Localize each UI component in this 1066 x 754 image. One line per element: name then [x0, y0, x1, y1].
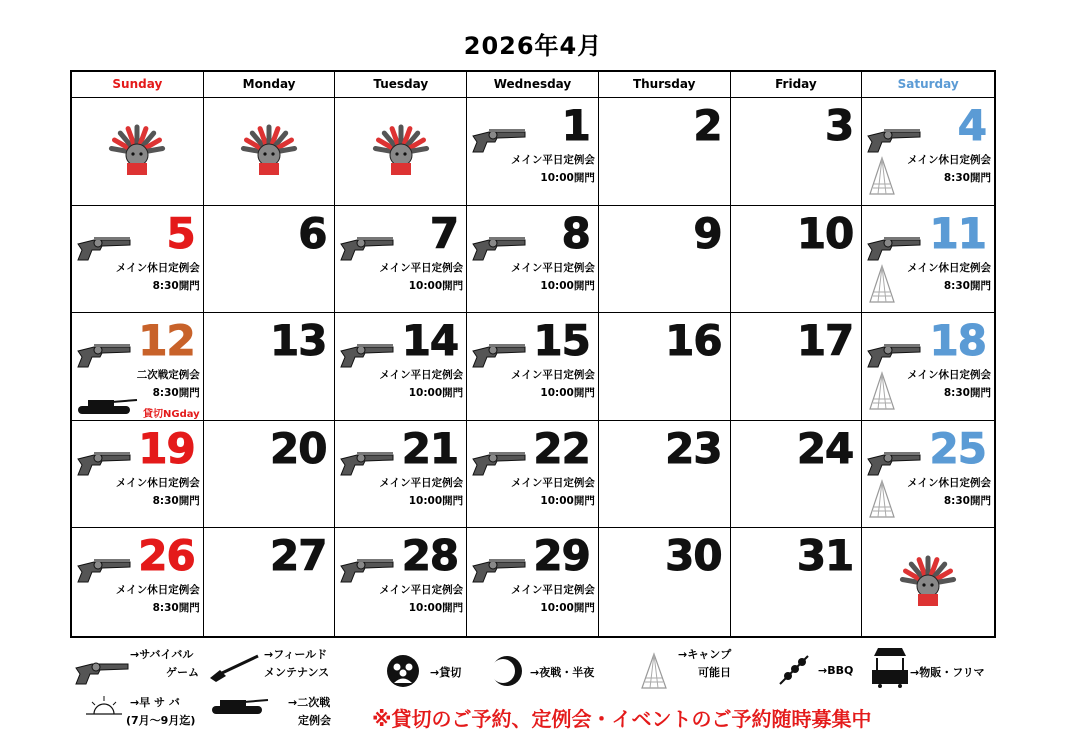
legend-charter: →貸切	[430, 666, 462, 679]
day-cell-2[interactable]	[599, 98, 731, 206]
event-name: メイン平日定例会	[511, 476, 595, 489]
legend-survival-line2: ゲーム	[166, 666, 199, 679]
day-cell-25[interactable]	[862, 421, 994, 529]
revolver-icon	[469, 443, 529, 477]
day-cell-29[interactable]	[467, 528, 599, 636]
day-number: 9	[693, 208, 722, 258]
day-cell-26[interactable]	[72, 528, 204, 636]
day-number: 24	[796, 423, 854, 473]
event-open-time: 8:30開門	[152, 602, 200, 615]
legend-survival-line1: →サバイバル	[130, 648, 194, 661]
day-cell-18[interactable]	[862, 313, 994, 421]
revolver-icon	[469, 335, 529, 369]
event-name: メイン休日定例会	[115, 476, 200, 489]
event-name: メイン休日定例会	[907, 476, 991, 489]
day-cell-21[interactable]	[335, 421, 467, 529]
revolver-icon	[74, 550, 134, 584]
event-name: メイン平日定例会	[511, 584, 595, 597]
legend-camp-line2: 可能日	[698, 666, 731, 679]
day-cell-13[interactable]	[204, 313, 336, 421]
tent-icon	[640, 652, 668, 690]
day-number: 31	[796, 531, 854, 581]
event-name: メイン平日定例会	[379, 476, 464, 489]
day-number: 26	[138, 531, 195, 581]
skewer-icon	[776, 652, 812, 686]
day-number: 8	[561, 208, 590, 258]
legend-secondary-line2: 定例会	[298, 714, 331, 727]
empty-day-cell[interactable]	[204, 98, 336, 206]
day-cell-20[interactable]	[204, 421, 336, 529]
event-open-time: 10:00開門	[540, 279, 595, 292]
event-open-time: 8:30開門	[943, 172, 991, 184]
day-number: 1	[561, 101, 590, 150]
day-cell-14[interactable]	[335, 313, 467, 421]
day-cell-8[interactable]	[467, 206, 599, 314]
day-number: 16	[665, 316, 722, 366]
reservation-notice: ※貸切のご予約、定例会・イベントのご予約随時募集中	[372, 707, 872, 731]
day-cell-31[interactable]	[731, 528, 863, 636]
day-cell-19[interactable]	[72, 421, 204, 529]
event-name: メイン休日定例会	[115, 584, 200, 597]
stall-icon	[870, 644, 910, 688]
revolver-icon	[864, 228, 924, 262]
legend-early-line2: (7月〜9月迄)	[126, 714, 196, 727]
legend-camp-line1: →キャンプ	[678, 648, 732, 661]
legend-maintenance-line2: メンテナンス	[264, 666, 330, 679]
day-cell-28[interactable]	[335, 528, 467, 636]
event-name: メイン平日定例会	[511, 261, 595, 274]
legend-early-line1: →早 サ バ	[130, 696, 180, 709]
day-number: 4	[957, 101, 986, 150]
day-cell-6[interactable]	[204, 206, 336, 314]
day-cell-1[interactable]	[467, 98, 599, 206]
event-name: 二次戦定例会	[136, 369, 200, 382]
day-number: 14	[401, 316, 459, 366]
tank-icon	[206, 694, 270, 718]
day-number: 2	[693, 101, 722, 150]
day-number: 25	[929, 423, 986, 473]
event-open-time: 10:00開門	[408, 494, 464, 507]
day-number: 13	[269, 316, 327, 366]
day-number: 3	[825, 101, 854, 150]
revolver-icon	[74, 228, 134, 262]
chief-icon	[371, 123, 431, 179]
event-name: メイン平日定例会	[511, 154, 595, 166]
day-cell-10[interactable]	[731, 206, 863, 314]
day-number: 12	[138, 316, 195, 366]
empty-day-cell[interactable]	[335, 98, 467, 206]
event-name: メイン平日定例会	[379, 261, 464, 274]
day-number: 30	[665, 531, 722, 581]
tent-icon	[868, 479, 896, 519]
day-cell-7[interactable]	[335, 206, 467, 314]
calendar-grid	[70, 70, 996, 638]
page-title: 2026年4月	[463, 32, 603, 60]
day-cell-27[interactable]	[204, 528, 336, 636]
revolver-icon	[864, 120, 924, 154]
day-number: 28	[401, 531, 459, 581]
event-name: メイン休日定例会	[907, 369, 991, 382]
event-name: メイン平日定例会	[379, 369, 464, 382]
legend-bbq: →BBQ	[818, 664, 854, 677]
tank-icon	[74, 395, 138, 417]
day-number: 15	[533, 316, 590, 366]
day-cell-4[interactable]	[862, 98, 994, 206]
event-open-time: 10:00開門	[408, 602, 464, 615]
weekday-header-thursday: Thursday	[599, 72, 731, 98]
day-number: 27	[269, 531, 327, 581]
event-open-time: 10:00開門	[408, 279, 464, 292]
revolver-icon	[469, 550, 529, 584]
day-number: 7	[429, 208, 459, 258]
moon-icon	[490, 654, 524, 688]
day-cell-5[interactable]	[72, 206, 204, 314]
tent-icon	[868, 156, 896, 196]
weekday-header-tuesday: Tuesday	[335, 72, 467, 98]
chief-icon	[898, 554, 958, 610]
event-open-time: 8:30開門	[943, 494, 991, 507]
weekday-header-sunday: Sunday	[72, 72, 204, 98]
event-open-time: 10:00開門	[540, 494, 595, 507]
day-cell-12[interactable]	[72, 313, 204, 421]
day-number: 22	[533, 423, 590, 473]
revolver-icon	[74, 335, 134, 369]
event-open-time: 8:30開門	[943, 279, 991, 292]
day-number: 5	[166, 208, 195, 258]
revolver-icon	[72, 652, 132, 686]
event-name: メイン休日定例会	[115, 261, 200, 274]
day-number: 18	[929, 316, 986, 366]
chief-icon	[239, 123, 299, 179]
charter-ng-note: 貸切NGday	[143, 409, 200, 421]
weekday-header-friday: Friday	[731, 72, 863, 98]
day-cell-11[interactable]	[862, 206, 994, 314]
day-number: 17	[796, 316, 854, 366]
day-cell-22[interactable]	[467, 421, 599, 529]
event-open-time: 8:30開門	[152, 494, 200, 507]
event-open-time: 8:30開門	[943, 387, 991, 400]
empty-day-cell[interactable]	[72, 98, 204, 206]
tent-icon	[868, 264, 896, 304]
event-name: メイン平日定例会	[511, 369, 595, 382]
revolver-icon	[337, 228, 397, 262]
event-name: メイン平日定例会	[379, 584, 464, 597]
group-icon	[386, 654, 420, 688]
empty-day-cell[interactable]	[862, 528, 994, 636]
revolver-icon	[469, 228, 529, 262]
revolver-icon	[864, 335, 924, 369]
legend-night: →夜戦・半夜	[530, 666, 595, 679]
legend-secondary-line1: →二次戦	[288, 696, 331, 709]
chief-icon	[107, 123, 167, 179]
event-open-time: 8:30開門	[152, 279, 200, 292]
day-number: 11	[929, 208, 986, 258]
revolver-icon	[864, 443, 924, 477]
day-cell-24[interactable]	[731, 421, 863, 529]
weekday-header-wednesday: Wednesday	[467, 72, 599, 98]
revolver-icon	[337, 335, 397, 369]
event-open-time: 8:30開門	[152, 387, 200, 400]
day-number: 29	[533, 531, 590, 581]
shovel-icon	[206, 652, 262, 682]
day-number: 10	[796, 208, 854, 258]
event-name: メイン休日定例会	[907, 154, 991, 166]
weekday-header-saturday: Saturday	[862, 72, 994, 98]
event-open-time: 10:00開門	[540, 387, 595, 400]
weekday-header-monday: Monday	[204, 72, 336, 98]
day-cell-17[interactable]	[731, 313, 863, 421]
day-number: 20	[269, 423, 327, 473]
tent-icon	[868, 371, 896, 411]
sunrise-icon	[84, 694, 124, 718]
day-number: 21	[401, 423, 459, 473]
day-number: 19	[138, 423, 195, 473]
event-open-time: 10:00開門	[408, 387, 464, 400]
event-open-time: 10:00開門	[540, 602, 595, 615]
day-cell-15[interactable]	[467, 313, 599, 421]
revolver-icon	[337, 443, 397, 477]
day-cell-16[interactable]	[599, 313, 731, 421]
event-name: メイン休日定例会	[907, 261, 991, 274]
legend-maintenance-line1: →フィールド	[264, 648, 328, 661]
day-cell-9[interactable]	[599, 206, 731, 314]
event-open-time: 10:00開門	[540, 172, 595, 184]
legend-market: →物販・フリマ	[910, 666, 985, 679]
day-number: 6	[298, 208, 327, 258]
day-cell-23[interactable]	[599, 421, 731, 529]
day-number: 23	[665, 423, 722, 473]
revolver-icon	[337, 550, 397, 584]
revolver-icon	[469, 120, 529, 154]
revolver-icon	[74, 443, 134, 477]
day-cell-30[interactable]	[599, 528, 731, 636]
day-cell-3[interactable]	[731, 98, 863, 206]
